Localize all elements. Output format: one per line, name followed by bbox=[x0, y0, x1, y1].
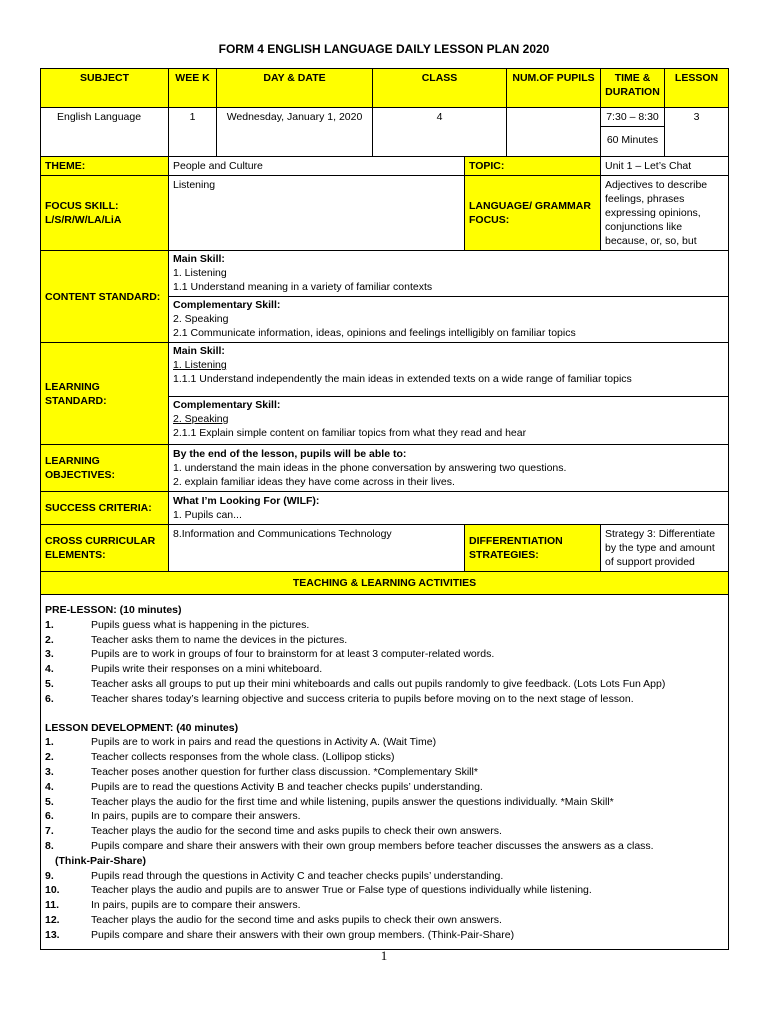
success-value bbox=[169, 492, 729, 525]
list-item-text: In pairs, pupils are to compare their answers. bbox=[91, 810, 301, 823]
list-item bbox=[45, 618, 724, 633]
cs-comp-title: Complementary Skill: bbox=[173, 299, 281, 311]
list-item bbox=[45, 824, 724, 839]
list-item bbox=[45, 839, 724, 854]
list-item bbox=[45, 869, 724, 884]
list-item bbox=[45, 662, 724, 677]
development-heading: LESSON DEVELOPMENT: (40 minutes) bbox=[45, 721, 239, 734]
list-item-number: 2. bbox=[45, 633, 54, 646]
focus-row bbox=[41, 176, 729, 251]
list-item-number: 4. bbox=[45, 663, 54, 676]
learning-standard-label: LEARNING STANDARD: bbox=[41, 343, 169, 445]
header-lesson: LESSON bbox=[665, 69, 729, 108]
focus-skill-label: FOCUS SKILL: L/S/R/W/LA/LiA bbox=[41, 176, 169, 251]
objectives-label: LEARNING OBJECTIVES: bbox=[41, 445, 169, 492]
topic-value: Unit 1 – Let’s Chat bbox=[601, 157, 729, 176]
think-pair-share-note: (Think-Pair-Share) bbox=[55, 854, 147, 867]
cs-comp-skill: 2. Speaking bbox=[173, 313, 229, 325]
ls-comp-title: Complementary Skill: bbox=[173, 399, 281, 411]
list-item-text: Teacher collects responses from the whole class. (Lollipop sticks) bbox=[91, 751, 395, 764]
cs-main-skill: 1. Listening bbox=[173, 267, 227, 279]
ls-comp-detail: 2.1.1 Explain simple content on familiar topics from what they read and hear bbox=[173, 427, 527, 439]
list-item-text: Pupils are to work in pairs and read the questions in Activity A. (Wait Time) bbox=[91, 736, 437, 749]
differentiation-label: DIFFERENTIATION STRATEGIES: bbox=[465, 525, 601, 572]
list-item-number: 1. bbox=[45, 618, 54, 631]
value-class: 4 bbox=[373, 108, 507, 157]
list-item-number: 13. bbox=[45, 928, 60, 941]
page-number: 1 bbox=[380, 948, 388, 963]
list-item bbox=[45, 750, 724, 765]
header-week: WEE K bbox=[169, 69, 217, 108]
cross-label: CROSS CURRICULAR ELEMENTS: bbox=[41, 525, 169, 572]
header-subject: SUBJECT bbox=[41, 69, 169, 108]
tla-heading: TEACHING & LEARNING ACTIVITIES bbox=[41, 572, 729, 595]
theme-label: THEME: bbox=[41, 157, 169, 176]
cs-main-detail: 1.1 Understand meaning in a variety of familiar contexts bbox=[173, 281, 433, 293]
header-day-date: DAY & DATE bbox=[217, 69, 373, 108]
list-item-text: Pupils compare and share their answers with their own group members. (Think-Pair-Share) bbox=[91, 928, 515, 941]
list-item bbox=[45, 692, 724, 707]
development-list-continued bbox=[45, 869, 724, 943]
list-item bbox=[45, 735, 724, 750]
list-item-text: Pupils write their responses on a mini whiteboard. bbox=[91, 663, 323, 676]
list-item-text: Pupils guess what is happening in the pictures. bbox=[91, 618, 310, 631]
list-item bbox=[45, 883, 724, 898]
activities-row bbox=[41, 595, 729, 950]
development-list bbox=[45, 735, 724, 853]
list-item-text: Teacher plays the audio for the second time and asks pupils to check their own answers. bbox=[91, 913, 502, 926]
list-item bbox=[45, 898, 724, 913]
list-item-number: 3. bbox=[45, 648, 54, 661]
grammar-focus-label: LANGUAGE/ GRAMMAR FOCUS: bbox=[465, 176, 601, 251]
cs-comp-detail: 2.1 Communicate information, ideas, opinions and feelings intelligibly on familiar topics bbox=[173, 327, 576, 339]
list-item bbox=[45, 633, 724, 648]
list-item-text: Teacher plays the audio for the first time and while listening, pupils answer the questions individually. *Main Skill* bbox=[91, 795, 614, 808]
list-item-number: 4. bbox=[45, 780, 54, 793]
list-item bbox=[45, 647, 724, 662]
list-item-number: 12. bbox=[45, 913, 60, 926]
list-item-text: Teacher asks all groups to put up their mini whiteboards and calls out pupils randomly to give feedback. (Lots Lots Fun App) bbox=[91, 677, 666, 690]
ls-main-title: Main Skill: bbox=[173, 345, 225, 357]
list-item-text: Pupils compare and share their answers with their own group members before teacher discusses the answers as a class. bbox=[91, 839, 654, 852]
list-item-text: Pupils read through the questions in Activity C and teacher checks pupils’ understanding. bbox=[91, 869, 504, 882]
success-label: SUCCESS CRITERIA: bbox=[41, 492, 169, 525]
success-item: 1. Pupils can... bbox=[173, 509, 242, 521]
cross-value: 8.Information and Communications Technology bbox=[169, 525, 465, 572]
pre-lesson-heading: PRE-LESSON: (10 minutes) bbox=[45, 604, 182, 616]
success-row bbox=[41, 492, 729, 525]
list-item bbox=[45, 677, 724, 692]
content-standard-value bbox=[169, 251, 729, 343]
ls-main-detail: 1.1.1 Understand independently the main ideas in extended texts on a wide range of familiar topics bbox=[173, 373, 632, 385]
list-item bbox=[45, 795, 724, 810]
list-item bbox=[45, 928, 724, 943]
value-duration: 60 Minutes bbox=[606, 134, 659, 146]
lesson-plan-table bbox=[40, 68, 729, 950]
value-week: 1 bbox=[169, 108, 217, 157]
objectives-row bbox=[41, 445, 729, 492]
header-class: CLASS bbox=[373, 69, 507, 108]
ls-main-skill: 1. Listening bbox=[173, 359, 227, 371]
list-item-text: Teacher plays the audio and pupils are to answer True or False type of questions individually while listening. bbox=[91, 884, 592, 897]
list-item-text: Pupils are to work in groups of four to brainstorm for at least 3 computer-related words. bbox=[91, 648, 495, 661]
list-item-number: 6. bbox=[45, 810, 54, 823]
objective-item-1: 1. understand the main ideas in the phone conversation by answering two questions. bbox=[173, 462, 567, 474]
list-item-number: 9. bbox=[45, 869, 54, 882]
list-item bbox=[45, 780, 724, 795]
topic-label: TOPIC: bbox=[465, 157, 601, 176]
list-item-text: Pupils are to read the questions Activity B and teacher checks pupils’ understanding. bbox=[91, 780, 483, 793]
ls-comp-skill: 2. Speaking bbox=[173, 413, 229, 425]
list-item-number: 11. bbox=[45, 899, 60, 912]
grammar-focus-value: Adjectives to describe feelings, phrases expressing opinions, conjunctions like because, or, so, but bbox=[601, 176, 729, 251]
list-item-text: Teacher asks them to name the devices in the pictures. bbox=[91, 633, 348, 646]
theme-value: People and Culture bbox=[169, 157, 465, 176]
list-item-number: 5. bbox=[45, 795, 54, 808]
list-item-number: 8. bbox=[45, 839, 54, 852]
content-standard-row bbox=[41, 251, 729, 343]
list-item-number: 3. bbox=[45, 765, 54, 778]
header-time-duration: TIME & DURATION bbox=[601, 69, 665, 108]
success-title: What I’m Looking For (WILF): bbox=[173, 495, 320, 507]
list-item-number: 10. bbox=[45, 884, 60, 897]
list-item-text: Teacher plays the audio for the second time and asks pupils to check their own answers. bbox=[91, 825, 502, 838]
content-standard-label: CONTENT STANDARD: bbox=[41, 251, 169, 343]
value-subject: English Language bbox=[41, 108, 169, 157]
list-item-text: Teacher shares today’s learning objective and success criteria to pupils before moving on to the next stage of lesson. bbox=[91, 692, 634, 705]
learning-standard-value bbox=[169, 343, 729, 445]
list-item-number: 2. bbox=[45, 751, 54, 764]
list-item-text: Teacher poses another question for further class discussion. *Complementary Skill* bbox=[91, 765, 478, 778]
header-row bbox=[41, 69, 729, 108]
value-lesson: 3 bbox=[665, 108, 729, 157]
list-item bbox=[45, 809, 724, 824]
value-time: 7:30 – 8:30 bbox=[601, 108, 664, 127]
focus-skill-value: Listening bbox=[169, 176, 465, 251]
list-item bbox=[45, 765, 724, 780]
list-item bbox=[45, 913, 724, 928]
value-time-duration bbox=[601, 108, 665, 157]
value-num-pupils bbox=[507, 108, 601, 157]
activities-cell bbox=[41, 595, 729, 950]
pre-lesson-list bbox=[45, 618, 724, 707]
list-item-number: 1. bbox=[45, 736, 54, 749]
list-item-number: 5. bbox=[45, 677, 54, 690]
page-title: FORM 4 ENGLISH LANGUAGE DAILY LESSON PLAN 2020 bbox=[218, 42, 550, 56]
theme-row bbox=[41, 157, 729, 176]
learning-standard-row bbox=[41, 343, 729, 445]
list-item-number: 6. bbox=[45, 692, 54, 705]
objectives-value bbox=[169, 445, 729, 492]
list-item-number: 7. bbox=[45, 825, 54, 838]
differentiation-value: Strategy 3: Differentiate by the type and amount of support provided bbox=[601, 525, 729, 572]
values-row bbox=[41, 108, 729, 157]
header-num-pupils: NUM.OF PUPILS bbox=[507, 69, 601, 108]
cs-main-title: Main Skill: bbox=[173, 253, 225, 265]
value-day-date: Wednesday, January 1, 2020 bbox=[217, 108, 373, 157]
cross-row bbox=[41, 525, 729, 572]
objective-item-2: 2. explain familiar ideas they have come across in their lives. bbox=[173, 476, 455, 488]
objectives-intro: By the end of the lesson, pupils will be able to: bbox=[173, 448, 407, 460]
list-item-text: In pairs, pupils are to compare their answers. bbox=[91, 899, 301, 912]
tla-heading-row bbox=[41, 572, 729, 595]
